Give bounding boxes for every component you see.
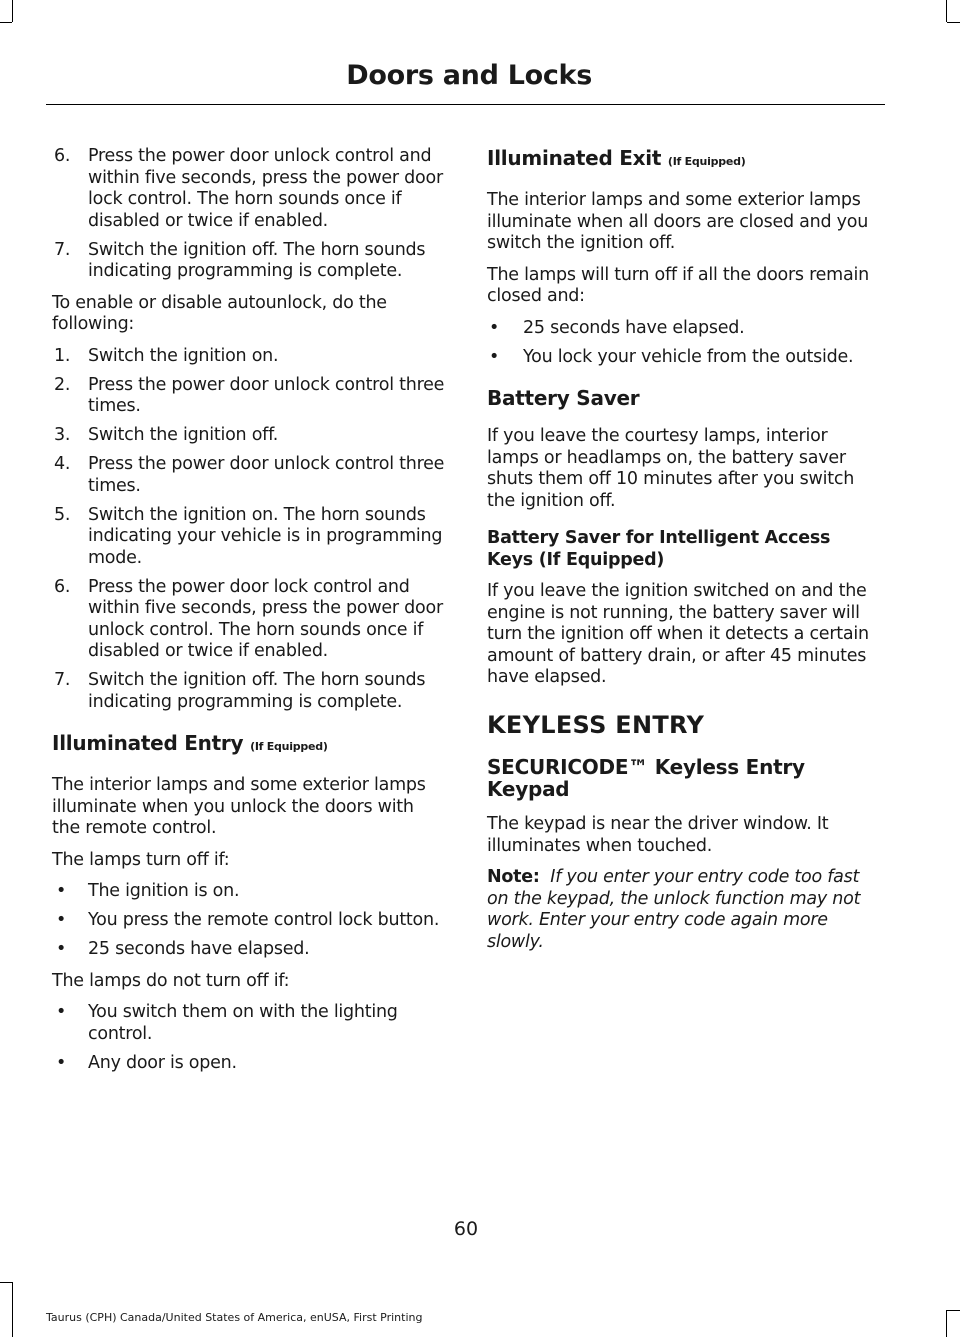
list-item: • 25 seconds have elapsed. [489, 317, 745, 338]
autounlock-intro: To enable or disable autounlock, do the following: [52, 292, 387, 334]
page-number: 60 [453, 1218, 479, 1240]
list-item: • You switch them on with the lighting control. [56, 1002, 398, 1044]
battery-saver-ia-heading: Battery Saver for Intelligent Access Keys (If Equipped) [487, 528, 831, 570]
illuminated-exit-off-intro: The lamps will turn off if all the doors remain closed and: [487, 264, 869, 306]
header-divider [46, 104, 885, 105]
left-column [52, 146, 447, 1084]
list-item: 6. Press the power door unlock control and within five seconds, press the power door lock control. The horn sounds once if disabled or twice if enabled. [54, 146, 443, 231]
crop-mark [12, 1282, 13, 1337]
page-header-title: Doors and Locks [346, 60, 592, 91]
crop-mark [947, 22, 960, 23]
illuminated-exit-intro: The interior lamps and some exterior lamps illuminate when all doors are closed and you switch the ignition off. [487, 190, 869, 253]
keyless-entry-section-title: KEYLESS ENTRY [487, 710, 705, 739]
crop-mark [0, 22, 12, 23]
illuminated-entry-intro: The interior lamps and some exterior lamps illuminate when you unlock the doors with the remote control. [52, 775, 426, 838]
keypad-text: The keypad is near the driver window. It illuminates when touched. [487, 814, 829, 856]
list-item: • 25 seconds have elapsed. [56, 939, 310, 959]
securicode-heading: SECURICODE™ Keyless Entry Keypad [487, 755, 805, 801]
right-column [487, 146, 881, 963]
list-item: 3. Switch the ignition off. [54, 425, 279, 445]
crop-mark [946, 1310, 947, 1337]
footer-text: Taurus (CPH) Canada/United States of America, enUSA, First Printing [46, 1311, 423, 1324]
illuminated-entry-heading: Illuminated Entry (If Equipped) [52, 731, 328, 755]
battery-saver-text: If you leave the courtesy lamps, interior lamps or headlamps on, the battery saver shuts them off 10 minutes after you switch the ignition off. [487, 426, 855, 511]
list-item: • Any door is open. [56, 1052, 237, 1073]
list-item: • You lock your vehicle from the outside. [489, 346, 854, 367]
lamps-not-off-intro: The lamps do not turn off if: [52, 970, 290, 991]
crop-mark [947, 1310, 960, 1311]
lamps-off-list [52, 881, 447, 961]
list-item: 1. Switch the ignition on. [54, 345, 279, 366]
battery-saver-heading: Battery Saver [487, 386, 640, 410]
lamps-off-intro: The lamps turn off if: [52, 849, 230, 870]
programming-steps-list [52, 146, 447, 283]
crop-mark [0, 1282, 12, 1283]
list-item: • The ignition is on. [56, 881, 240, 901]
list-item: 5. Switch the ignition on. The horn sounds indicating your vehicle is in programming mode. [54, 504, 443, 568]
autounlock-steps-list [52, 346, 447, 714]
illuminated-exit-list [487, 318, 881, 369]
crop-mark [946, 0, 947, 22]
list-item: 6. Press the power door lock control and within five seconds, press the power door unlock control. The horn sounds once if disabled or twice if enabled. [54, 576, 443, 661]
list-item: • You press the remote control lock button. [56, 910, 440, 930]
crop-mark [12, 0, 13, 22]
list-item: 4. Press the power door unlock control three times. [54, 454, 445, 496]
list-item: 2. Press the power door unlock control three times. [54, 374, 445, 416]
battery-saver-ia-text: If you leave the ignition switched on and the engine is not running, the battery saver will turn the ignition off when it detects a certain amount of battery drain, or after 45 minutes have elapsed. [487, 581, 869, 687]
list-item: 7. Switch the ignition off. The horn sounds indicating programming is complete. [54, 670, 426, 712]
illuminated-exit-heading: Illuminated Exit (If Equipped) [487, 146, 746, 170]
keypad-note: Note: If you enter your entry code too fast on the keypad, the unlock function may not work. Enter your entry code again more slowly. [487, 867, 861, 952]
lamps-not-off-list [52, 1002, 447, 1074]
list-item: 7. Switch the ignition off. The horn sounds indicating programming is complete. [54, 239, 426, 281]
